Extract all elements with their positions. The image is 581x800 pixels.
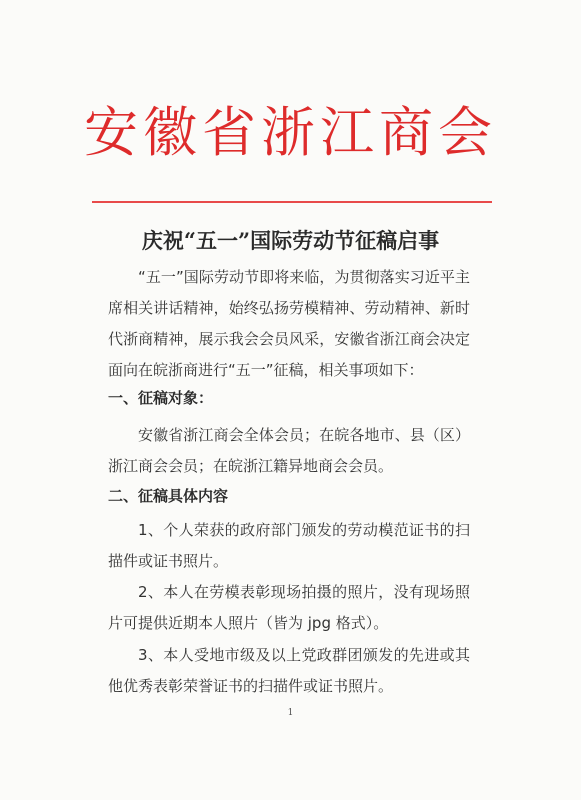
section2-item-2: 2、本人在劳模表彰现场拍摄的照片，没有现场照片可提供近期本人照片（皆为 jpg 格式）。 bbox=[108, 583, 470, 632]
section2-item-1: 1、个人荣获的政府部门颁发的劳动模范证书的扫描件或证书照片。 bbox=[108, 521, 470, 570]
section1-heading: 一、征稿对象： bbox=[108, 389, 214, 407]
letterhead-org-name: 安徽省浙江商会 bbox=[84, 101, 497, 164]
section2-item-3: 3、本人受地市级及以上党政群团颁发的先进或其他优秀表彰荣誉证书的扫描件或证书照片。 bbox=[108, 646, 470, 695]
intro-paragraph: “五一”国际劳动节即将来临，为贯彻落实习近平主席相关讲话精神，始终弘扬劳模精神、劳动精神、新时代浙商精神，展示我会会员风采，安徽省浙江商会决定面向在皖浙商进行“五一”征稿，相关事项如下： bbox=[108, 268, 470, 379]
section2-heading: 二、征稿具体内容 bbox=[108, 487, 229, 505]
page-number: 1 bbox=[287, 708, 294, 718]
letterhead-divider bbox=[92, 201, 492, 203]
section1-body: 安徽省浙江商会全体会员；在皖各地市、县（区）浙江商会会员；在皖浙江籍异地商会会员。 bbox=[108, 426, 470, 475]
notice-title: 庆祝“五一”国际劳动节征稿启事 bbox=[141, 228, 440, 253]
